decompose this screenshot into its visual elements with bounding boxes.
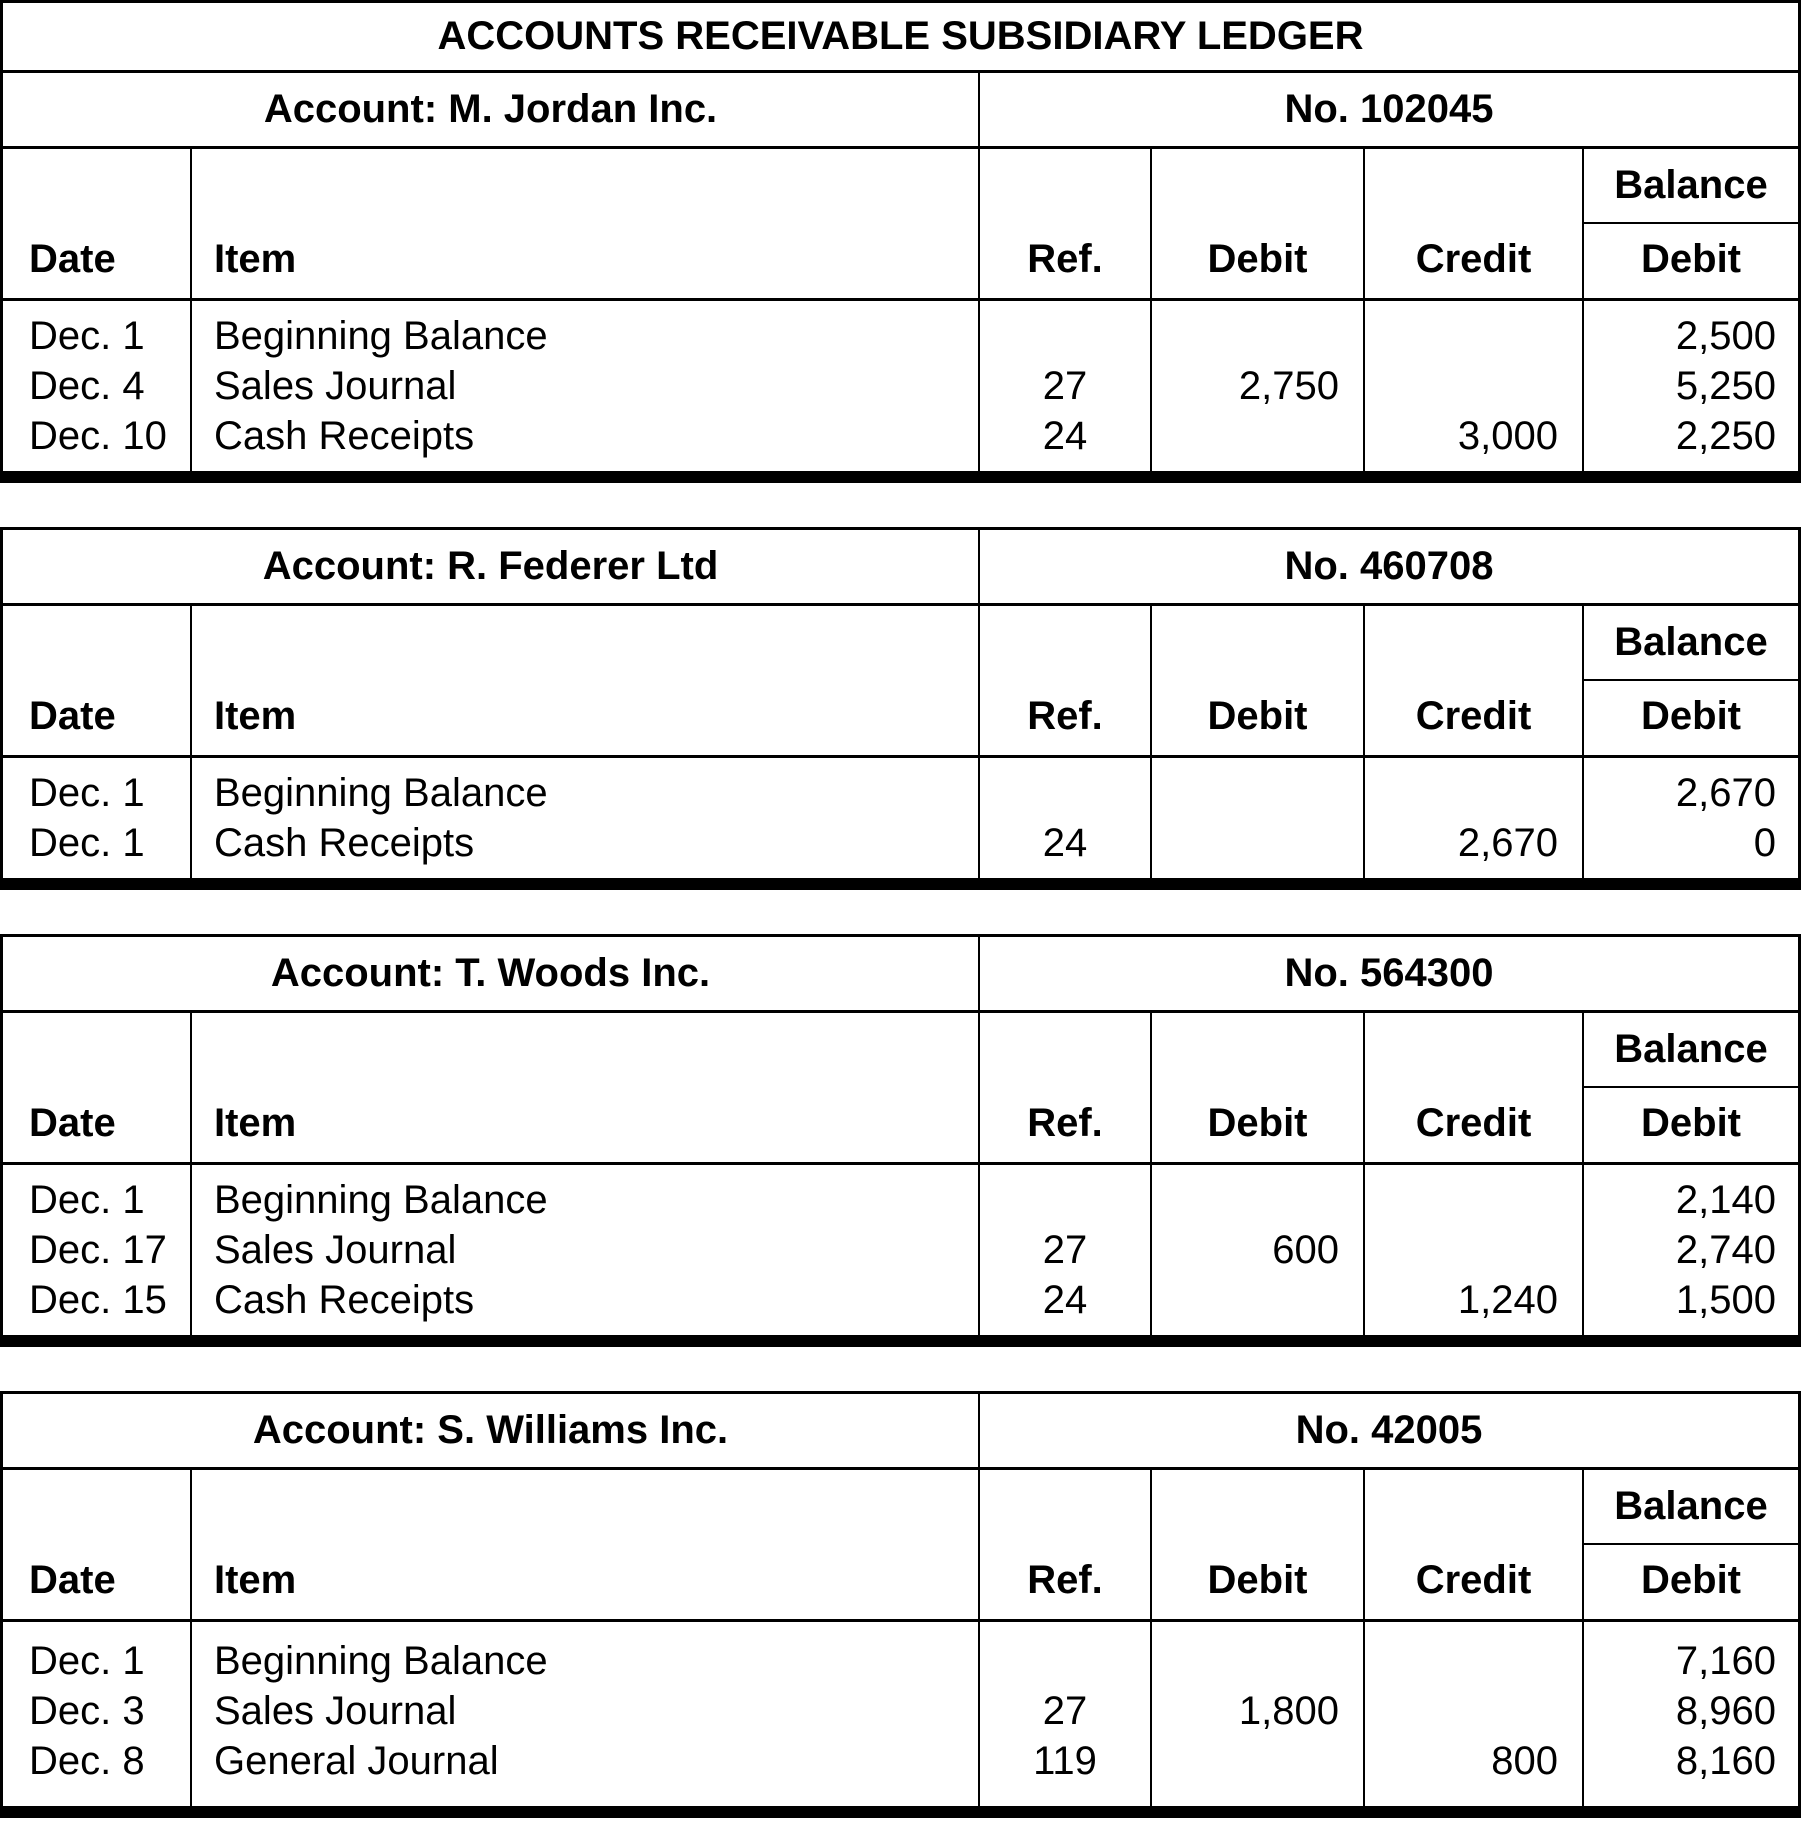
cell-item: Sales Journal (214, 1228, 457, 1272)
ledger-title: ACCOUNTS RECEIVABLE SUBSIDIARY LEDGER (3, 3, 1798, 73)
data-column-credit (1363, 301, 1582, 471)
column-header-row (3, 149, 1798, 301)
cell-balance: 2,250 (1675, 414, 1776, 458)
cell-balance: 5,250 (1675, 364, 1776, 408)
data-column-credit (1363, 1622, 1582, 1806)
account-name: Account: S. Williams Inc. (252, 1408, 729, 1452)
cell-ref (980, 768, 1150, 818)
cell-item: Beginning Balance (214, 314, 548, 358)
balance-group-label: Balance (1584, 606, 1798, 681)
cell-debit: 2,750 (1238, 364, 1339, 408)
cell-date: Dec. 15 (29, 1278, 167, 1322)
column-header-item: Item (190, 1013, 978, 1162)
cell-date: Dec. 1 (29, 314, 145, 358)
data-column-ref (978, 301, 1150, 471)
column-header-item: Item (190, 1470, 978, 1619)
balance-debit-label: Debit (1641, 694, 1741, 738)
cell-credit (1365, 1175, 1582, 1225)
cell-debit: 1,800 (1238, 1689, 1339, 1733)
cell-credit (1365, 1225, 1582, 1275)
balance-debit-label: Debit (1641, 1101, 1741, 1145)
account-header-row (3, 1394, 1798, 1470)
cell-date: Dec. 17 (29, 1228, 167, 1272)
column-header-date: Date (29, 1558, 116, 1602)
cell-ref: 119 (1033, 1739, 1097, 1783)
column-header-debit: Debit (1150, 149, 1363, 298)
cell-balance: 2,500 (1675, 314, 1776, 358)
cell-debit (1152, 818, 1363, 868)
cell-ref: 24 (1042, 1278, 1088, 1322)
account-table-s-williams (0, 1391, 1801, 1818)
balance-group-label: Balance (1584, 1470, 1798, 1545)
cell-debit (1152, 768, 1363, 818)
data-column-debit (1150, 1622, 1363, 1806)
balance-debit-label: Debit (1641, 1558, 1741, 1602)
cell-item: Cash Receipts (214, 821, 475, 865)
data-column-item (190, 758, 978, 878)
data-column-debit (1150, 758, 1363, 878)
data-area (3, 301, 1798, 471)
column-header-debit: Debit (1150, 1013, 1363, 1162)
cell-debit (1152, 1175, 1363, 1225)
cell-item: Beginning Balance (214, 1178, 548, 1222)
column-header-credit: Credit (1363, 1013, 1582, 1162)
column-header-balance (1582, 606, 1798, 755)
column-header-ref: Ref. (978, 1470, 1150, 1619)
data-column-date (3, 301, 190, 471)
cell-ref (980, 1636, 1150, 1686)
cell-credit (1365, 361, 1582, 411)
cell-ref: 27 (1042, 1689, 1088, 1733)
account-number: No. 460708 (978, 530, 1798, 603)
cell-date: Dec. 4 (29, 364, 145, 408)
cell-item: Cash Receipts (214, 414, 475, 458)
data-column-ref (978, 758, 1150, 878)
column-header-date: Date (29, 1101, 116, 1145)
cell-ref: 24 (1042, 821, 1088, 865)
data-area (3, 758, 1798, 878)
cell-credit (1365, 768, 1582, 818)
balance-group-label: Balance (1584, 1013, 1798, 1088)
data-column-date (3, 1165, 190, 1335)
cell-item: Cash Receipts (214, 1278, 475, 1322)
column-header-debit: Debit (1150, 606, 1363, 755)
cell-item: Beginning Balance (214, 771, 548, 815)
cell-date: Dec. 1 (29, 1178, 145, 1222)
cell-debit (1152, 1636, 1363, 1686)
cell-credit (1365, 311, 1582, 361)
account-number: No. 564300 (978, 937, 1798, 1010)
data-column-balance (1582, 1165, 1798, 1335)
data-column-item (190, 1165, 978, 1335)
balance-group-label: Balance (1584, 149, 1798, 224)
cell-item: Beginning Balance (214, 1639, 548, 1683)
data-column-debit (1150, 301, 1363, 471)
cell-ref: 27 (1042, 364, 1088, 408)
cell-ref (980, 311, 1150, 361)
cell-balance: 0 (1753, 821, 1776, 865)
column-header-item: Item (190, 606, 978, 755)
cell-date: Dec. 10 (29, 414, 167, 458)
cell-date: Dec. 1 (29, 1639, 145, 1683)
column-header-ref: Ref. (978, 149, 1150, 298)
cell-credit (1365, 1636, 1582, 1686)
cell-credit: 1,240 (1457, 1278, 1558, 1322)
cell-credit: 800 (1491, 1739, 1558, 1783)
column-header-ref: Ref. (978, 606, 1150, 755)
column-header-balance (1582, 1013, 1798, 1162)
cell-balance: 8,160 (1675, 1739, 1776, 1783)
cell-item: General Journal (214, 1739, 499, 1783)
column-header-row (3, 606, 1798, 758)
account-number: No. 42005 (978, 1394, 1798, 1467)
column-header-credit: Credit (1363, 149, 1582, 298)
column-header-date: Date (29, 694, 116, 738)
account-table-r-federer (0, 527, 1801, 890)
cell-debit (1152, 311, 1363, 361)
cell-balance: 1,500 (1675, 1278, 1776, 1322)
data-column-balance (1582, 301, 1798, 471)
balance-debit-label: Debit (1641, 237, 1741, 281)
data-area (3, 1622, 1798, 1806)
account-name: Account: T. Woods Inc. (270, 951, 711, 995)
cell-balance: 2,740 (1675, 1228, 1776, 1272)
column-header-balance (1582, 1470, 1798, 1619)
cell-credit: 3,000 (1457, 414, 1558, 458)
cell-item: Sales Journal (214, 364, 457, 408)
column-header-item: Item (190, 149, 978, 298)
account-header-row (3, 530, 1798, 606)
column-header-credit: Credit (1363, 1470, 1582, 1619)
data-column-date (3, 758, 190, 878)
column-header-balance (1582, 149, 1798, 298)
account-name: Account: M. Jordan Inc. (263, 87, 718, 131)
column-header-debit: Debit (1150, 1470, 1363, 1619)
cell-date: Dec. 1 (29, 821, 145, 865)
data-column-credit (1363, 1165, 1582, 1335)
cell-balance: 2,140 (1675, 1178, 1776, 1222)
cell-balance: 8,960 (1675, 1689, 1776, 1733)
account-header-row (3, 937, 1798, 1013)
account-number: No. 102045 (978, 73, 1798, 146)
cell-date: Dec. 1 (29, 771, 145, 815)
data-column-debit (1150, 1165, 1363, 1335)
account-name: Account: R. Federer Ltd (262, 544, 719, 588)
data-column-item (190, 1622, 978, 1806)
cell-debit (1152, 411, 1363, 461)
data-column-ref (978, 1165, 1150, 1335)
cell-balance: 7,160 (1675, 1639, 1776, 1683)
cell-credit (1365, 1686, 1582, 1736)
data-area (3, 1165, 1798, 1335)
data-column-balance (1582, 1622, 1798, 1806)
cell-date: Dec. 3 (29, 1689, 145, 1733)
cell-ref (980, 1175, 1150, 1225)
data-column-ref (978, 1622, 1150, 1806)
account-table-m-jordan (0, 0, 1801, 483)
column-header-row (3, 1013, 1798, 1165)
data-column-credit (1363, 758, 1582, 878)
column-header-row (3, 1470, 1798, 1622)
cell-ref: 24 (1042, 414, 1088, 458)
cell-debit (1152, 1275, 1363, 1325)
cell-credit: 2,670 (1457, 821, 1558, 865)
column-header-credit: Credit (1363, 606, 1582, 755)
cell-debit (1152, 1736, 1363, 1786)
cell-debit: 600 (1272, 1228, 1339, 1272)
data-column-item (190, 301, 978, 471)
cell-balance: 2,670 (1675, 771, 1776, 815)
cell-ref: 27 (1042, 1228, 1088, 1272)
data-column-date (3, 1622, 190, 1806)
cell-date: Dec. 8 (29, 1739, 145, 1783)
account-header-row (3, 73, 1798, 149)
account-table-t-woods (0, 934, 1801, 1347)
cell-item: Sales Journal (214, 1689, 457, 1733)
data-column-balance (1582, 758, 1798, 878)
column-header-date: Date (29, 237, 116, 281)
column-header-ref: Ref. (978, 1013, 1150, 1162)
